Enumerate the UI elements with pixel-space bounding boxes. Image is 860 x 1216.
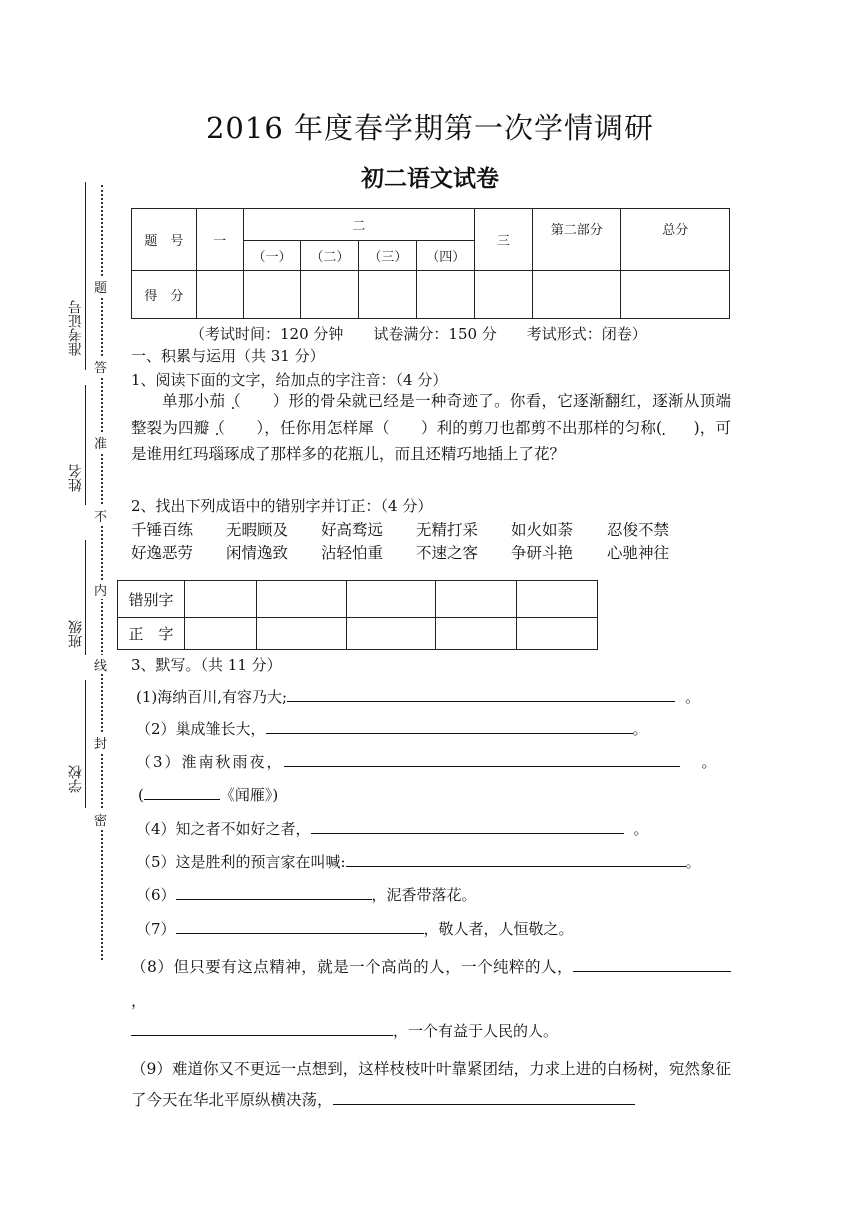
blank-2[interactable] — [266, 719, 633, 734]
answer-cell[interactable] — [256, 618, 346, 650]
correction-table — [117, 580, 598, 650]
answer-cell[interactable] — [517, 581, 598, 618]
dictation-3-source: ( 《闻雁》) — [138, 786, 279, 804]
sub-header-4: （四） — [417, 241, 475, 271]
dictation-5: （5）这是胜利的预言家在叫喊: 。 — [136, 853, 701, 871]
question-1-stem: 1、阅读下面的文字，给加点的字注音：（4 分） — [131, 371, 448, 389]
answer-cell[interactable] — [184, 618, 256, 650]
blank-7[interactable] — [176, 919, 424, 934]
name-label: 姓名 — [68, 464, 84, 492]
dotted-char: 茄 — [209, 392, 226, 410]
school-field[interactable] — [85, 680, 86, 808]
sub-header-3: （三） — [359, 241, 417, 271]
seal-char-nei: 内 — [94, 580, 107, 599]
seal-char-feng: 封 — [94, 733, 107, 752]
part-one-header: 一 — [196, 209, 243, 271]
row-label-question: 题 号 — [132, 209, 197, 271]
row-label-score: 得 分 — [132, 271, 197, 319]
score-cell[interactable] — [475, 271, 533, 319]
blank-3[interactable] — [284, 752, 680, 767]
dictation-8: （8）但只要有这点精神，就是一个高尚的人，一个纯粹的人，， — [131, 950, 731, 1018]
blank-3-author[interactable] — [144, 785, 220, 800]
name-field[interactable] — [85, 385, 86, 505]
question-3-stem: 3、默写。（共 11 分） — [131, 656, 282, 674]
part-b-header: 第二部分 — [532, 209, 621, 271]
dictation-7: （7） ，敬人者，人恒敬之。 — [136, 920, 574, 938]
blank-1[interactable] — [287, 687, 675, 702]
seal-char-da: 答 — [94, 357, 107, 376]
dictation-9: （9）难道你又不更远一点想到，这样枝枝叶叶靠紧团结，力求上进的白杨树，宛然象征了今天在华北平原纵横决荡， — [131, 1060, 731, 1109]
sub-header-2: （二） — [301, 241, 359, 271]
class-label: 班级 — [68, 620, 84, 648]
answer-cell[interactable] — [184, 581, 256, 618]
part-three-header: 三 — [475, 209, 533, 271]
correct-char-label: 正 字 — [118, 618, 185, 650]
dotted-char: 瓣 — [193, 418, 210, 437]
dictation-2: （2）巢成雏长大， 。 — [136, 720, 648, 738]
answer-cell[interactable] — [517, 618, 598, 650]
score-cell[interactable] — [301, 271, 359, 319]
score-cell[interactable] — [359, 271, 417, 319]
answer-cell[interactable] — [256, 581, 346, 618]
seal-char-ti: 题 — [94, 277, 107, 296]
sub-header-1: （一） — [243, 241, 301, 271]
score-cell[interactable] — [417, 271, 475, 319]
seal-char-zhun: 准 — [94, 433, 107, 452]
answer-cell[interactable] — [346, 618, 436, 650]
exam-info: （考试时间：120 分钟 试卷满分：150 分 考试形式：闭卷） — [190, 325, 647, 343]
seal-char-mi: 密 — [94, 810, 107, 829]
score-cell[interactable] — [621, 271, 730, 319]
exam-title: 2016 年度春学期第一次学情调研 — [205, 111, 655, 145]
school-label: 学校 — [68, 765, 84, 793]
exam-subtitle: 初二语文试卷 — [361, 165, 499, 192]
seal-char-bu: 不 — [94, 506, 107, 525]
part-two-header: 二 — [243, 209, 475, 241]
dictation-4: （4）知之者不如好之者， 。 — [136, 820, 649, 838]
question-1-passage: 单那小茄（ ）形的骨朵就已经是一种奇迹了。你看，它逐渐翻红，逐渐从顶端整裂为四瓣（ ），任你用怎样犀（ ）利的剪刀也都剪不出那样的匀称( )，可是谁用红玛瑙琢成了那样多的花瓶儿，而且还精巧地插上了花？ — [131, 392, 731, 463]
answer-cell[interactable] — [436, 581, 517, 618]
wrong-char-label: 错别字 — [118, 581, 185, 618]
total-header: 总分 — [621, 209, 730, 271]
dictation-3: （3）淮南秋雨夜， 。 — [136, 753, 719, 771]
exam-number-label: 准考证号 — [68, 300, 84, 356]
blank-8a[interactable] — [573, 957, 731, 972]
score-cell[interactable] — [532, 271, 621, 319]
blank-4[interactable] — [311, 819, 624, 834]
exam-number-field[interactable] — [85, 182, 86, 370]
score-table — [131, 208, 730, 319]
blank-5[interactable] — [346, 852, 686, 867]
dictation-8b: ，一个有益于人民的人。 — [131, 1020, 558, 1041]
binding-dotted-line — [101, 185, 103, 960]
answer-cell[interactable] — [346, 581, 436, 618]
score-cell[interactable] — [243, 271, 301, 319]
dictation-6: （6） ，泥香带落花。 — [136, 886, 477, 904]
dictation-1: (1)海纳百川,有容乃大; 。 — [136, 688, 701, 706]
question-2-stem: 2、找出下列成语中的错别字并订正：（4 分） — [131, 497, 433, 515]
class-field[interactable] — [85, 540, 86, 655]
seal-char-xian: 线 — [94, 655, 107, 674]
section-one-heading: 一、积累与运用（共 31 分） — [131, 347, 325, 365]
score-cell[interactable] — [196, 271, 243, 319]
answer-cell[interactable] — [436, 618, 517, 650]
blank-8b[interactable] — [131, 1021, 393, 1036]
blank-6[interactable] — [176, 885, 372, 900]
dotted-char: 称 — [640, 418, 657, 437]
blank-9[interactable] — [333, 1090, 635, 1105]
